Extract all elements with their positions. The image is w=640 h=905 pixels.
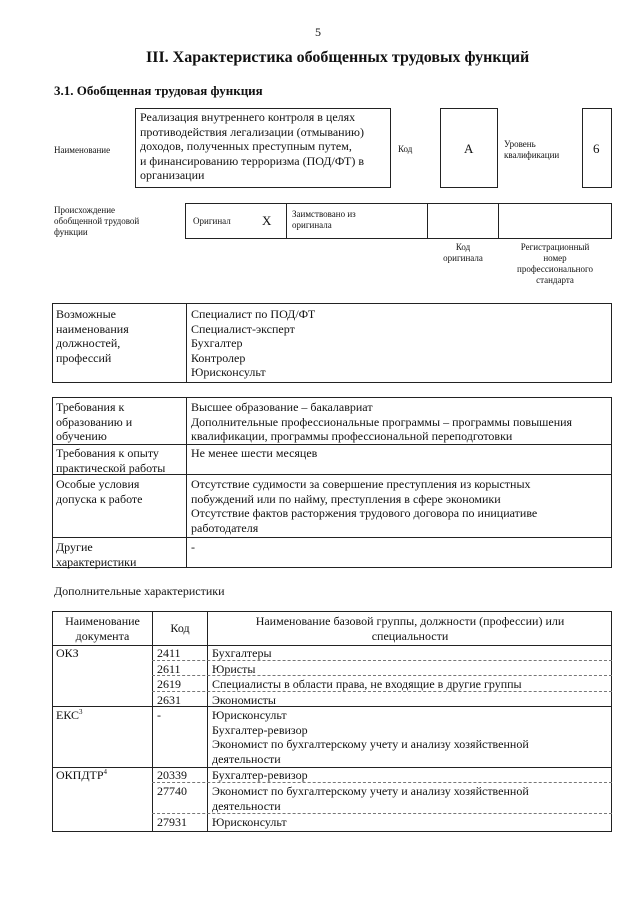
origin-divider [286, 203, 287, 239]
table-row: Бухгалтер-ревизор [212, 768, 308, 782]
origin-divider [498, 203, 499, 239]
group-line [52, 767, 612, 768]
table-row: Экономист по бухгалтерскому учету и анализу хозяйственной деятельности [212, 784, 529, 813]
list-item: Контролер [191, 350, 246, 365]
requirements-row-line [52, 537, 612, 538]
education-label: Требования к образованию и обучению [56, 400, 133, 443]
page-number: 5 [315, 25, 321, 39]
origin-divider [427, 203, 428, 239]
other-value: - [191, 540, 195, 554]
positions-divider [186, 303, 187, 383]
header-code: Код [170, 621, 190, 635]
table-row: 27931 [157, 815, 187, 829]
education-value: Высшее образование – бакалавриат Дополнительные профессиональные программы – программы повышения квалификации, программы профессиональной переподготовки [191, 400, 573, 443]
code-label: Код [398, 144, 413, 154]
doc-okz: ОКЗ [56, 646, 79, 660]
positions-table [52, 303, 612, 383]
table-row: 20339 [157, 768, 187, 782]
level-label: Уровень квалификации [504, 139, 560, 160]
positions-list [191, 307, 315, 380]
section-title: III. Характеристика обобщенных трудовых функций [146, 49, 530, 66]
footnote-ref: 3 [79, 708, 83, 716]
additional-title: Дополнительные характеристики [54, 584, 225, 598]
header-name: Наименование базовой группы, должности (профессии) или специальности [255, 614, 565, 643]
name-label: Наименование [54, 145, 111, 155]
function-name-text: Реализация внутреннего контроля в целях противодействия легализации (отмыванию) доходов, полученных преступным путем, и финансированию терроризма (ПОД/ФТ) в организации [140, 110, 365, 182]
table-row: Юрисконсульт Бухгалтер-ревизор Экономист по бухгалтерскому учету и анализу хозяйственной деятельности [212, 708, 529, 766]
admission-label: Особые условия допуска к работе [56, 477, 143, 506]
subsection-title: 3.1. Обобщенная трудовая функция [54, 83, 263, 98]
list-item: Специалист-эксперт [191, 321, 295, 336]
level-value: 6 [593, 141, 600, 156]
original-label: Оригинал [193, 216, 231, 226]
code-value: А [464, 141, 474, 156]
list-item: Бухгалтер [191, 336, 243, 350]
table-row: - [157, 708, 161, 722]
table-row: Бухгалтеры Юристы Специалисты в области права, не входящие в другие группы Экономисты [212, 646, 522, 707]
original-mark: X [262, 213, 272, 228]
requirements-row-line [52, 444, 612, 445]
positions-label: Возможные наименования должностей, профессий [56, 307, 129, 365]
footnote-ref: 4 [103, 768, 108, 776]
table-row: 2411 2611 2619 2631 [157, 646, 181, 707]
doc-okpdtr: ОКПДТР$^4$ [56, 768, 108, 782]
list-item: Юрисконсульт [191, 365, 266, 379]
origin-table [185, 203, 612, 239]
table-row: Юрисконсульт [212, 815, 287, 829]
doc-eks: ЕКС$^3$ [56, 708, 83, 722]
borrowed-label: Заимствовано из оригинала [292, 209, 356, 230]
admission-value: Отсутствие судимости за совершение преступления из корыстных побуждений или по найму, преступления в сфере экономики Отсутствие фактов расторжения трудового договора по инициативе работодателя [191, 477, 538, 535]
experience-value: Не менее шести месяцев [191, 446, 318, 460]
header-doc: Наименование документа [65, 614, 140, 643]
origin-label: Происхождение обобщенной трудовой функции [54, 205, 140, 237]
list-item: Специалист по ПОД/ФТ [191, 307, 316, 321]
table-row: 27740 [157, 784, 187, 798]
experience-label: Требования к опыту практической работы [56, 446, 166, 475]
code-original-caption: Код оригинала [443, 242, 483, 263]
requirements-divider [186, 397, 187, 568]
other-label: Другие характеристики [56, 540, 137, 569]
row-line [152, 813, 612, 814]
reg-number-caption: Регистрационный номер профессионального стандарта [517, 242, 593, 285]
